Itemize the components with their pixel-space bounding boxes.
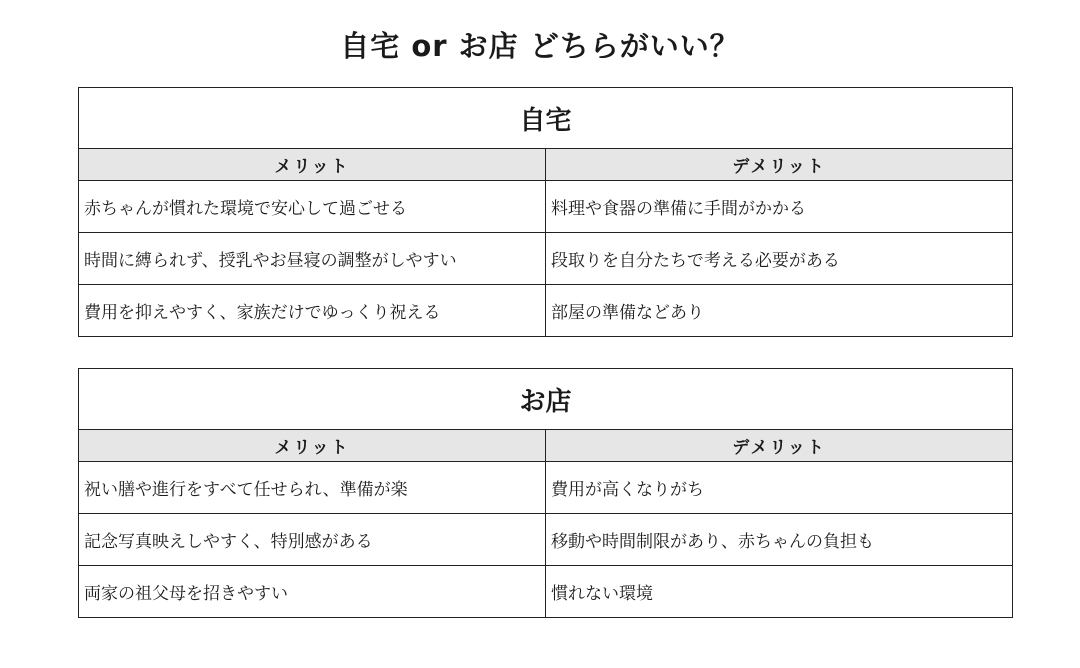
merit-header: メリット — [79, 149, 546, 181]
table-row — [79, 285, 1013, 337]
home-comparison-table — [78, 87, 1013, 337]
merit-cell: 両家の祖父母を招きやすい — [79, 566, 546, 618]
table-row — [79, 514, 1013, 566]
merit-header: メリット — [79, 430, 546, 462]
section-title-home: 自宅 — [79, 88, 1013, 149]
merit-cell: 時間に縛られず、授乳やお昼寝の調整がしやすい — [79, 233, 546, 285]
table-row — [79, 181, 1013, 233]
table-row — [79, 566, 1013, 618]
demerit-header: デメリット — [546, 149, 1013, 181]
merit-cell: 記念写真映えしやすく、特別感がある — [79, 514, 546, 566]
demerit-cell: 費用が高くなりがち — [546, 462, 1013, 514]
demerit-cell: 料理や食器の準備に手間がかかる — [546, 181, 1013, 233]
merit-cell: 赤ちゃんが慣れた環境で安心して過ごせる — [79, 181, 546, 233]
merit-cell: 祝い膳や進行をすべて任せられ、準備が楽 — [79, 462, 546, 514]
demerit-cell: 移動や時間制限があり、赤ちゃんの負担も — [546, 514, 1013, 566]
demerit-cell: 段取りを自分たちで考える必要がある — [546, 233, 1013, 285]
table-row — [79, 462, 1013, 514]
page-title: 自宅 or お店 どちらがいい？ — [340, 29, 740, 63]
restaurant-comparison-table — [78, 368, 1013, 618]
demerit-header: デメリット — [546, 430, 1013, 462]
section-title-restaurant: お店 — [79, 369, 1013, 430]
demerit-cell: 部屋の準備などあり — [546, 285, 1013, 337]
demerit-cell: 慣れない環境 — [546, 566, 1013, 618]
merit-cell: 費用を抑えやすく、家族だけでゆっくり祝える — [79, 285, 546, 337]
table-row — [79, 233, 1013, 285]
